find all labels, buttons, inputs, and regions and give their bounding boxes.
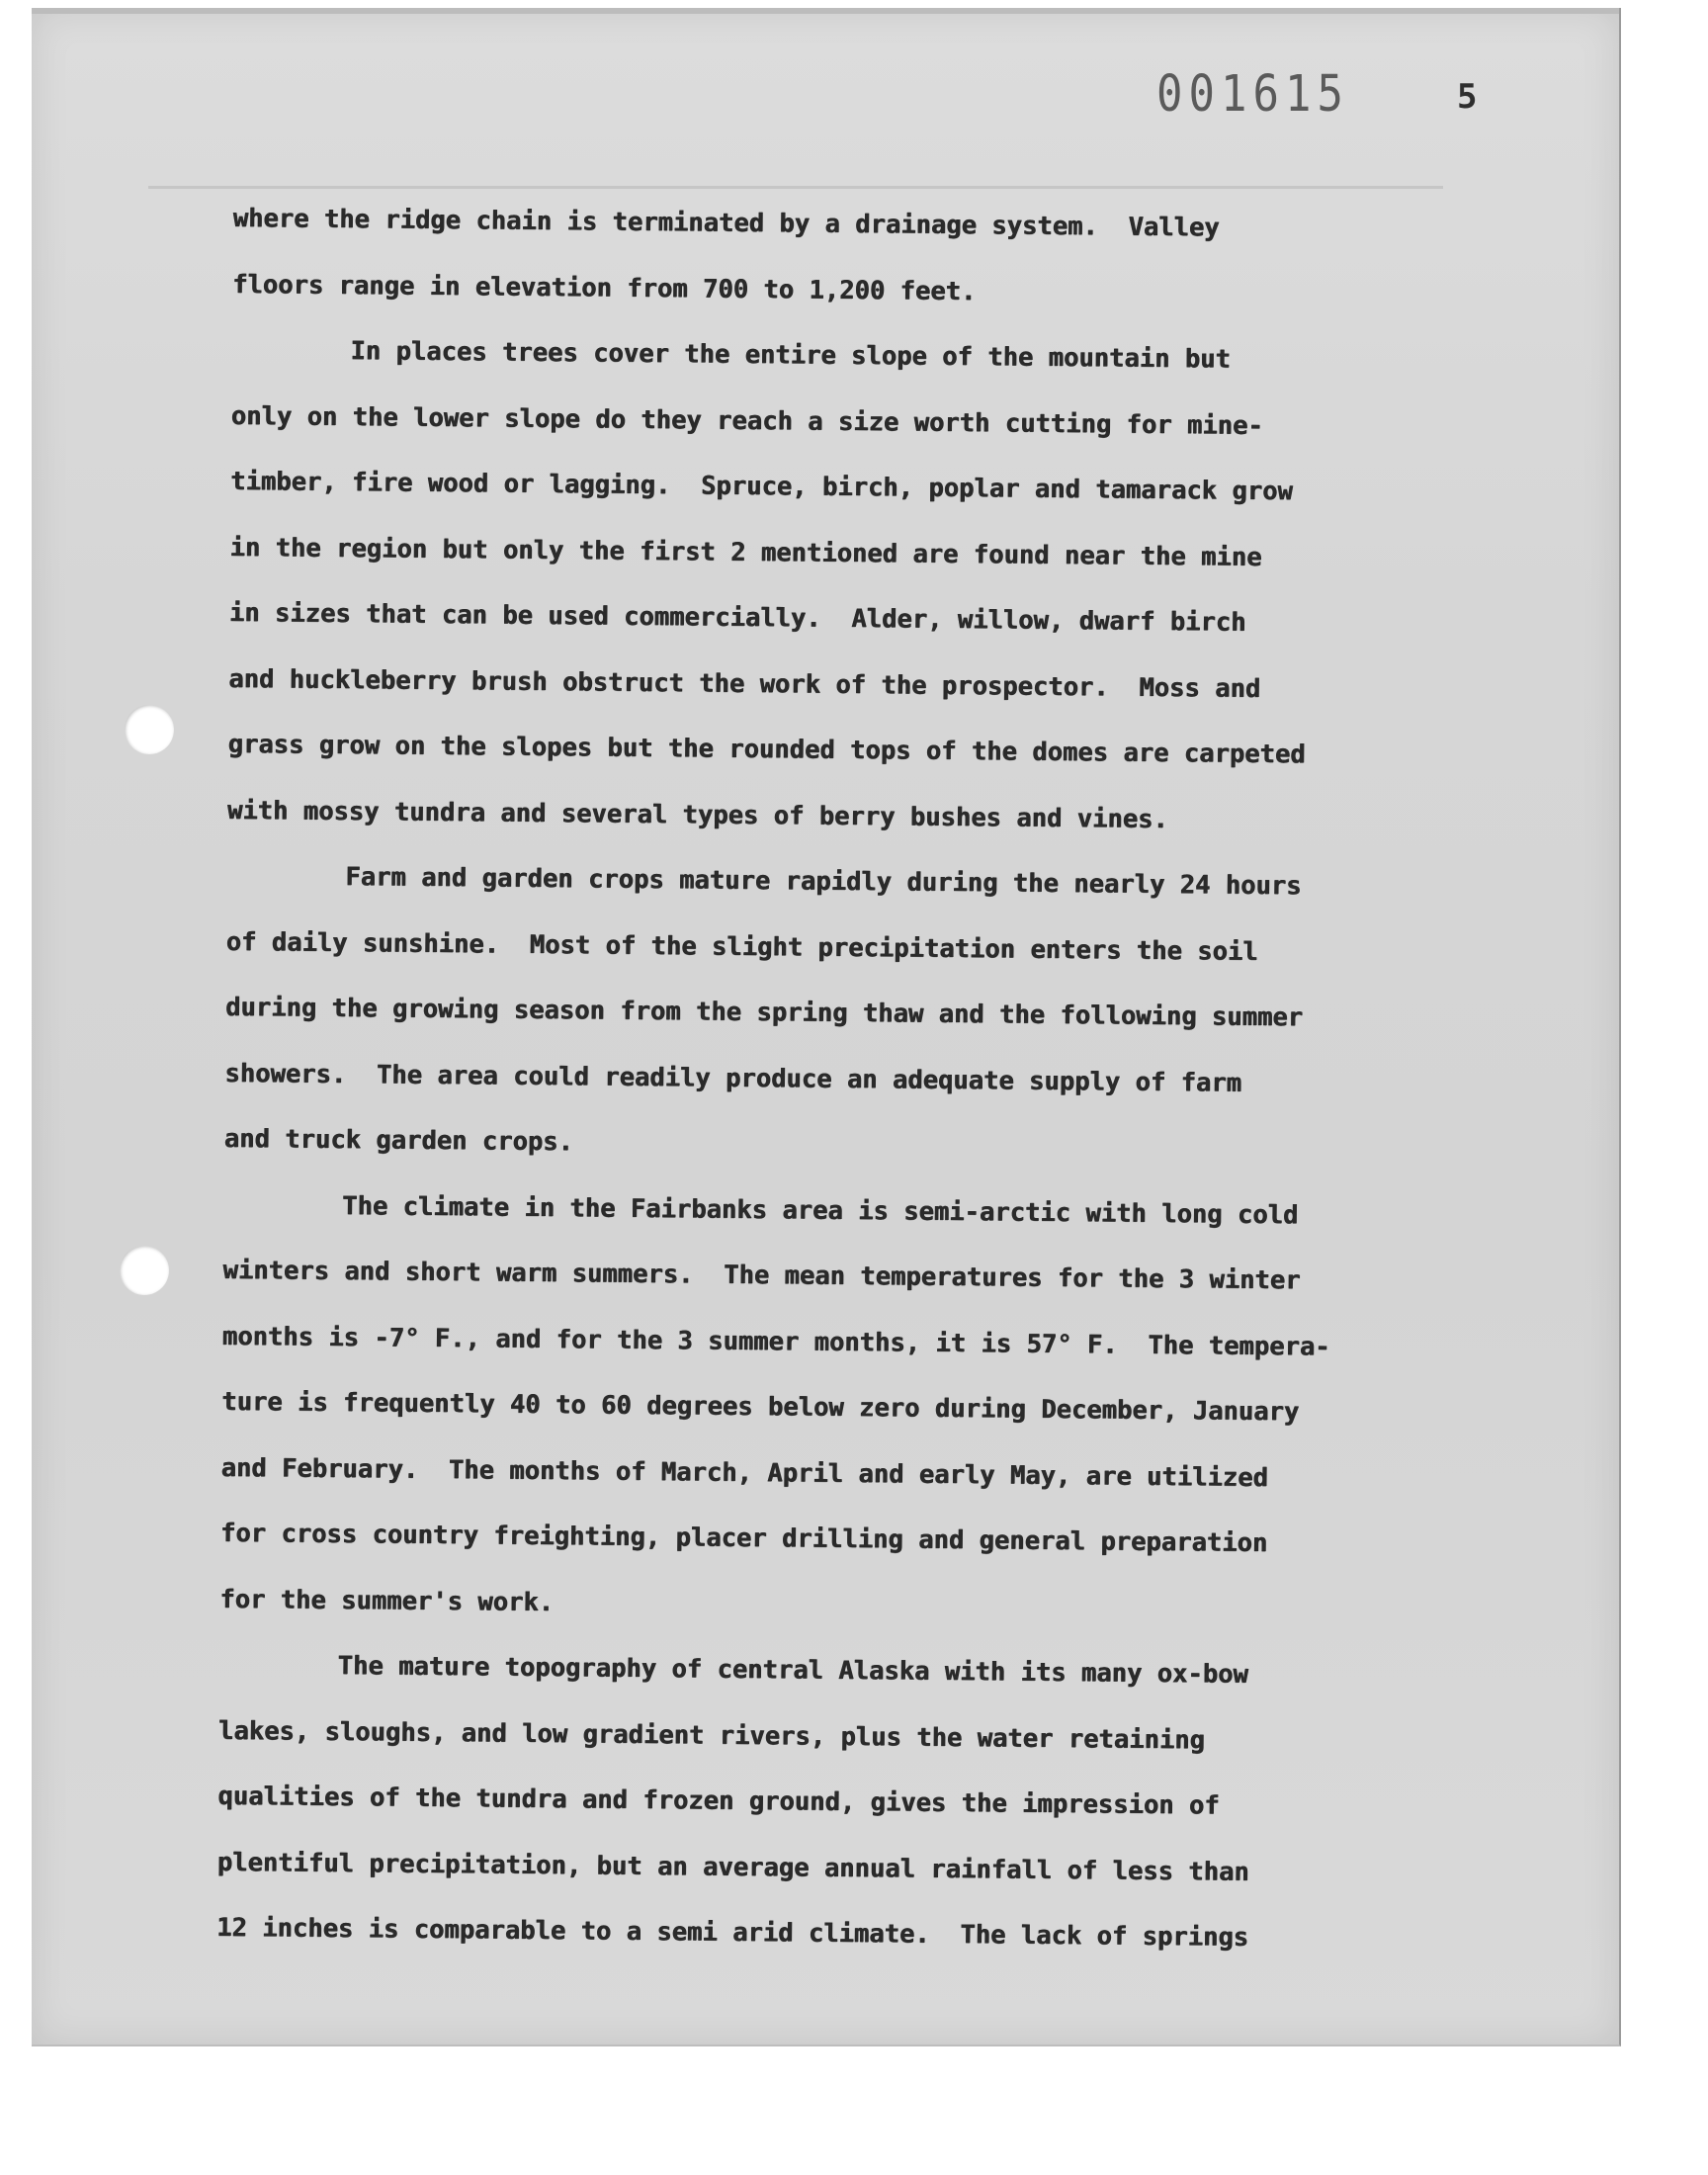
text-line: ture is frequently 40 to 60 degrees below zero during December, January (221, 1386, 1300, 1428)
text-line: grass grow on the slopes but the rounded tops of the domes are carpeted (227, 729, 1306, 770)
text-line: 12 inches is comparable to a semi arid climate. The lack of springs (215, 1912, 1249, 1953)
text-line: timber, fire wood or lagging. Spruce, birch, poplar and tamarack grow (229, 466, 1293, 507)
text-line: plentiful precipitation, but an average annual rainfall of less than (216, 1847, 1249, 1887)
text-line: for the summer's work. (219, 1584, 555, 1617)
text-line: winters and short warm summers. The mean temperatures for the 3 winter (222, 1255, 1301, 1296)
page-number: 5 (1457, 77, 1478, 117)
text-line: lakes, sloughs, and low gradient rivers, plus the water retaining (217, 1715, 1206, 1756)
text-line: for cross country freighting, placer drilling and general preparation (219, 1518, 1268, 1559)
text-line: and truck garden crops. (223, 1123, 573, 1158)
text-line: In places trees cover the entire slope of the mountain but (350, 336, 1231, 375)
page-top-edge (32, 8, 1619, 14)
text-line: The climate in the Fairbanks area is semi-arctic with long cold (341, 1190, 1299, 1230)
bates-stamp-number: 001615 (1156, 65, 1349, 124)
punch-hole-lower (120, 1246, 169, 1295)
text-line: The mature topography of central Alaska with its many ox-bow (337, 1651, 1248, 1690)
punch-hole-upper (125, 705, 174, 754)
text-line: only on the lower slope do they reach a size worth cutting for mine- (230, 400, 1263, 441)
text-line: of daily sunshine. Most of the slight precipitation enters the soil (225, 926, 1258, 967)
text-line: showers. The area could readily produce an adequate supply of farm (224, 1058, 1242, 1098)
text-line: in the region but only the first 2 mentioned are found near the mine (229, 532, 1262, 572)
body-text (216, 186, 1538, 1973)
text-line: qualities of the tundra and frozen ground, gives the impression of (217, 1781, 1220, 1821)
text-line: in sizes that can be used commercially. Alder, willow, dwarf birch (228, 597, 1246, 638)
text-line: and huckleberry brush obstruct the work of the prospector. Moss and (228, 663, 1261, 704)
text-line: Farm and garden crops mature rapidly during the nearly 24 hours (345, 862, 1302, 902)
text-line: where the ridge chain is terminated by a drainage system. Valley (232, 203, 1220, 243)
text-line: floors range in elevation from 700 to 1,200 feet. (231, 269, 977, 306)
text-line: and February. The months of March, April and early May, are utilized (220, 1452, 1268, 1493)
text-line: during the growing season from the spring thaw and the following summer (224, 992, 1304, 1033)
text-line: months is -7° F., and for the 3 summer months, it is 57° F. The tempera- (221, 1321, 1330, 1362)
text-line: with mossy tundra and several types of berry bushes and vines. (226, 795, 1168, 834)
